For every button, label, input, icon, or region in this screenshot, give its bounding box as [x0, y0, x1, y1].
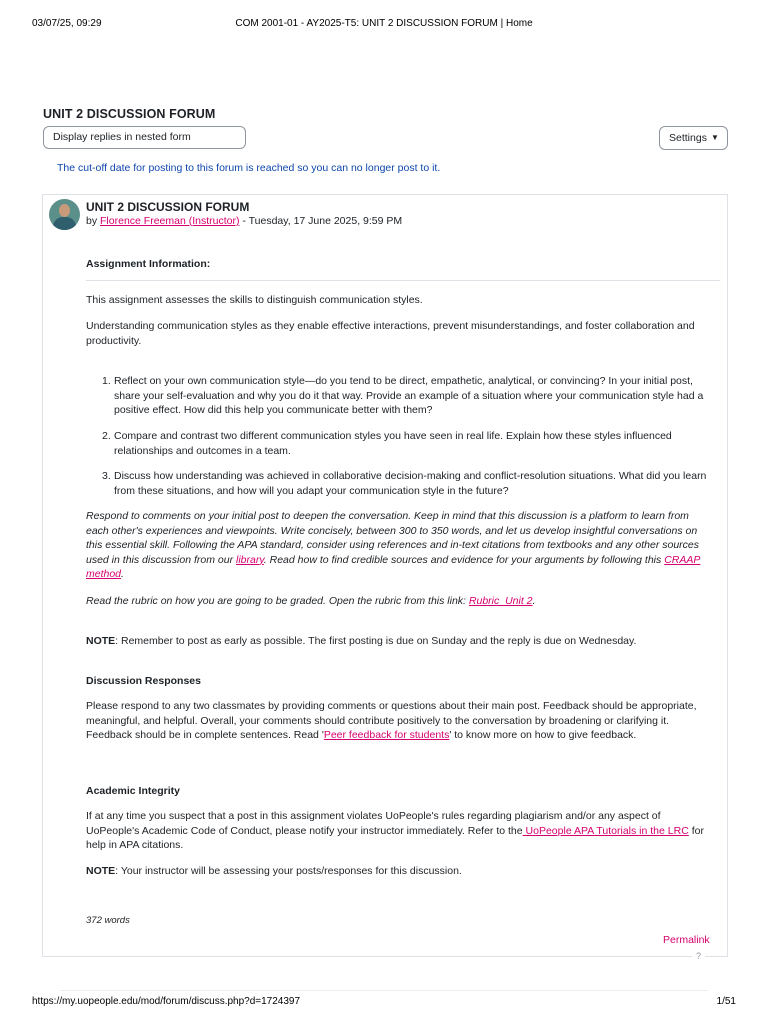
- cutoff-notice: The cut-off date for posting to this forum is reached so you can no longer post to it.: [57, 162, 441, 174]
- assignment-heading: Assignment Information:: [86, 258, 211, 270]
- word-count: 372 words: [86, 915, 130, 926]
- integrity-text: for help in APA citations.: [86, 824, 704, 852]
- rubric-link[interactable]: Rubric_Unit 2: [468, 595, 533, 607]
- chevron-down-icon: ▼: [710, 133, 719, 142]
- avatar-body: [53, 217, 76, 230]
- note-label: NOTE: [86, 635, 116, 647]
- print-page-title: COM 2001-01 - AY2025-T5: UNIT 2 DISCUSSION FORUM | Home: [235, 18, 533, 29]
- post-title: UNIT 2 DISCUSSION FORUM: [86, 200, 250, 214]
- note-label: NOTE: [86, 865, 116, 877]
- list-text: Reflect on your own communication style—do you tend to be direct, empathetic, analytical, or convincing? In your initial post, share your self-evaluation and why you do it that way. Provide an example of a situation where your communication style had a positive effect. How did this help you communicate better with them?: [114, 375, 704, 417]
- library-link[interactable]: library: [235, 553, 264, 566]
- respond-text: . Read how to find credible sources and evidence for your arguments by following this: [263, 553, 665, 566]
- discussion-heading: Discussion Responses: [86, 675, 201, 687]
- list-number: 3.: [102, 470, 111, 482]
- forum-title: UNIT 2 DISCUSSION FORUM: [43, 107, 216, 121]
- post-date: - Tuesday, 17 June 2025, 9:59 PM: [239, 215, 403, 227]
- footer-divider: [60, 990, 708, 991]
- note-text: : Remember to post as early as possible. The first posting is due on Sunday and the reply is due on Wednesday.: [115, 635, 637, 647]
- post-byline: [86, 215, 402, 227]
- list-item: [102, 374, 708, 418]
- note-text: : Your instructor will be assessing your posts/responses for this discussion.: [115, 865, 462, 877]
- integrity-heading: Academic Integrity: [86, 785, 180, 797]
- discussion-paragraph: [86, 699, 708, 743]
- rubric-text: Read the rubric on how you are going to be graded. Open the rubric from this link:: [86, 595, 469, 607]
- avatar[interactable]: [49, 199, 80, 230]
- craap-link[interactable]: CRAAP method: [86, 553, 701, 581]
- purpose-paragraph: Understanding communication styles as they enable effective interactions, prevent misunderstandings, and foster collaboration and productivity.: [86, 320, 695, 347]
- integrity-text: If at any time you suspect that a post in this assignment violates UoPeople's rules regarding plagiarism and/or any aspect of UoPeople's Academic Code of Conduct, please notify your instructor immediately. Refer to the: [86, 810, 661, 837]
- note-paragraph: [86, 864, 708, 879]
- apa-tutorials-link[interactable]: UoPeople APA Tutorials in the LRC: [522, 824, 689, 837]
- rubric-text: .: [532, 595, 536, 607]
- list-item: [102, 429, 708, 458]
- respond-paragraph: [86, 509, 708, 582]
- avatar-head: [59, 204, 70, 217]
- note-paragraph: [86, 634, 708, 649]
- divider: [86, 280, 720, 281]
- print-url: https://my.uopeople.edu/mod/forum/discuss.php?d=1724397: [32, 996, 301, 1007]
- print-date: 03/07/25, 09:29: [32, 18, 102, 29]
- settings-label: Settings: [669, 132, 707, 144]
- list-item: [102, 469, 708, 498]
- intro-paragraph: This assignment assesses the skills to distinguish communication styles.: [86, 294, 423, 306]
- peer-feedback-link[interactable]: Peer feedback for students: [323, 729, 450, 742]
- help-icon[interactable]: ?: [692, 951, 705, 961]
- display-mode-select[interactable]: Display replies in nested form: [43, 126, 246, 149]
- print-page-number: 1/51: [716, 996, 736, 1007]
- respond-text: Respond to comments on your initial post to deepen the conversation. Keep in mind that this discussion is a platform to learn from each other's experiences and viewpoints. Write concisely, between 300 to 350 words, and let us develop insightful conversations on this essential skill. Following the APA standard, consider using references and in-text citations from textbooks and any other sources used in this discussion from our: [86, 510, 700, 566]
- respond-text: .: [121, 568, 124, 581]
- author-link[interactable]: Florence Freeman (Instructor): [100, 215, 240, 227]
- rubric-paragraph: [86, 594, 708, 609]
- list-number: 1.: [102, 375, 111, 387]
- list-number: 2.: [102, 430, 111, 442]
- byline-prefix: by: [86, 215, 101, 227]
- list-text: Discuss how understanding was achieved in collaborative decision-making and conflict-resolution situations. What did you learn from these situations, and how will you adapt your communication style in the future?: [114, 470, 707, 497]
- list-text: Compare and contrast two different communication styles you have seen in real life. Explain how these styles influenced relationships and outcomes in a team.: [114, 430, 672, 457]
- discussion-text: ' to know more on how to give feedback.: [449, 729, 637, 742]
- permalink-link[interactable]: Permalink: [663, 934, 710, 946]
- discussion-text: Please respond to any two classmates by providing comments or questions about their main post. Feedback should be appropriate, meaningful, and helpful. Overall, your comments should contribute positively to the conversation by broadening or clarifying it. Feedback should be in complete sentences. Read ': [86, 700, 697, 742]
- integrity-paragraph: [86, 809, 708, 853]
- settings-button[interactable]: [659, 126, 728, 150]
